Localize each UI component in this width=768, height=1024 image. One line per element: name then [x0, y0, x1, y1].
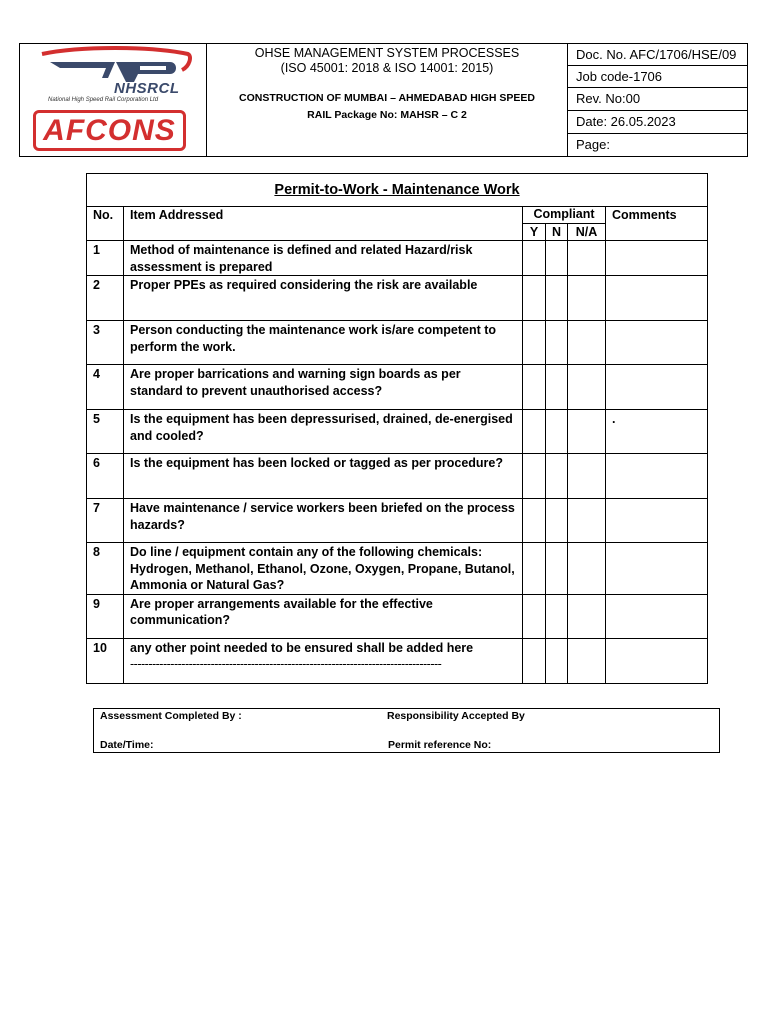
na-checkbox[interactable] — [568, 499, 606, 543]
na-checkbox[interactable] — [568, 410, 606, 454]
permit-reference-label[interactable]: Permit reference No: — [388, 739, 492, 751]
no-checkbox[interactable] — [546, 638, 568, 683]
row-item-text: Is the equipment has been depressurised, drained, de-energised and cooled? — [124, 410, 523, 454]
comment-field[interactable] — [606, 638, 708, 683]
row-number: 10 — [87, 638, 124, 683]
system-title: OHSE MANAGEMENT SYSTEM PROCESSES — [254, 46, 520, 60]
row-item-text: Are proper arrangements available for the effective communication? — [124, 594, 523, 638]
row-item-text: Proper PPEs as required considering the risk are available — [124, 276, 523, 321]
comment-field[interactable] — [606, 594, 708, 638]
na-checkbox[interactable] — [568, 594, 606, 638]
nhsrcl-logo-text: NHSRCL — [114, 80, 180, 97]
na-checkbox[interactable] — [568, 543, 606, 595]
na-checkbox[interactable] — [568, 276, 606, 321]
revision-number: Rev. No:00 — [568, 88, 747, 111]
na-checkbox[interactable] — [568, 241, 606, 276]
document-control-panel — [568, 44, 747, 156]
page-number: Page: — [576, 137, 610, 152]
yes-checkbox[interactable] — [523, 276, 546, 321]
column-header-no-option: N — [546, 224, 568, 241]
doc-number: Doc. No. AFC/1706/HSE/09 — [568, 44, 747, 66]
na-checkbox[interactable] — [568, 638, 606, 683]
document-header — [19, 43, 748, 157]
yes-checkbox[interactable] — [523, 321, 546, 365]
column-header-item: Item Addressed — [124, 207, 523, 241]
row-item-text: Person conducting the maintenance work is/are competent to perform the work. — [124, 321, 523, 365]
na-checkbox[interactable] — [568, 454, 606, 499]
checklist-row — [87, 321, 708, 365]
fill-in-line: ------------------------------------------------------------------------------------- — [130, 657, 442, 671]
yes-checkbox[interactable] — [523, 638, 546, 683]
comment-field[interactable] — [606, 241, 708, 276]
yes-checkbox[interactable] — [523, 410, 546, 454]
no-checkbox[interactable] — [546, 321, 568, 365]
row-item-text: Have maintenance / service workers been briefed on the process hazards? — [124, 499, 523, 543]
yes-checkbox[interactable] — [523, 241, 546, 276]
comment-field[interactable] — [606, 543, 708, 595]
nhsrcl-logo-subtext: National High Speed Rail Corporation Ltd — [48, 97, 159, 103]
checklist-row — [87, 241, 708, 276]
no-checkbox[interactable] — [546, 241, 568, 276]
row-number: 3 — [87, 321, 124, 365]
na-checkbox[interactable] — [568, 365, 606, 410]
row-number: 5 — [87, 410, 124, 454]
checklist-row — [87, 365, 708, 410]
row-number: 7 — [87, 499, 124, 543]
comment-field[interactable] — [606, 454, 708, 499]
checklist-row — [87, 543, 708, 595]
checklist-row — [87, 499, 708, 543]
yes-checkbox[interactable] — [523, 454, 546, 499]
job-code: Job code-1706 — [568, 66, 747, 88]
yes-checkbox[interactable] — [523, 543, 546, 595]
no-checkbox[interactable] — [546, 594, 568, 638]
row-item-cell — [124, 638, 523, 683]
comment-field[interactable] — [606, 499, 708, 543]
checklist-row — [87, 276, 708, 321]
yes-checkbox[interactable] — [523, 499, 546, 543]
column-header-compliant: Compliant — [523, 207, 606, 224]
comment-field[interactable] — [606, 365, 708, 410]
row-number: 1 — [87, 241, 124, 276]
logo-panel — [20, 44, 207, 156]
project-title-line2: RAIL Package No: MAHSR – C 2 — [307, 109, 467, 121]
no-checkbox[interactable] — [546, 410, 568, 454]
comment-field[interactable]: . — [606, 410, 708, 454]
row-item-text: any other point needed to be ensured shall be added here — [130, 640, 474, 655]
row-number: 9 — [87, 594, 124, 638]
document-date: Date: 26.05.2023 — [568, 111, 747, 134]
row-number: 8 — [87, 543, 124, 595]
responsibility-accepted-by-label[interactable]: Responsibility Accepted By — [387, 710, 525, 722]
checklist-row — [87, 454, 708, 499]
row-number: 4 — [87, 365, 124, 410]
header-title-panel — [207, 44, 568, 156]
column-header-na: N/A — [568, 224, 606, 241]
comment-field[interactable] — [606, 321, 708, 365]
column-header-yes: Y — [523, 224, 546, 241]
no-checkbox[interactable] — [546, 543, 568, 595]
checklist-title: Permit-to-Work - Maintenance Work — [87, 174, 708, 207]
checklist-row — [87, 594, 708, 638]
signoff-block — [93, 708, 720, 753]
afcons-logo-text: AFCONS — [43, 114, 176, 147]
project-title-line1: CONSTRUCTION OF MUMBAI – AHMEDABAD HIGH SPEED — [239, 92, 535, 104]
afcons-logo — [33, 110, 186, 151]
row-item-text: Are proper barrications and warning sign boards as per standard to prevent unauthorised access? — [124, 365, 523, 410]
row-number: 2 — [87, 276, 124, 321]
checklist-row — [87, 638, 708, 683]
assessment-completed-by-label[interactable]: Assessment Completed By : — [100, 710, 242, 722]
checklist-row — [87, 410, 708, 454]
comment-field[interactable] — [606, 276, 708, 321]
na-checkbox[interactable] — [568, 321, 606, 365]
no-checkbox[interactable] — [546, 454, 568, 499]
row-item-text: Method of maintenance is defined and related Hazard/risk assessment is prepared — [124, 241, 523, 276]
row-item-text: Is the equipment has been locked or tagged as per procedure? — [124, 454, 523, 499]
row-item-text: Do line / equipment contain any of the following chemicals: Hydrogen, Methanol, Ethanol, Ozone, Oxygen, Propane, Butanol, Ammonia or Natural Gas? — [124, 543, 523, 595]
system-iso: (ISO 45001: 2018 & ISO 14001: 2015) — [280, 61, 494, 75]
column-header-no: No. — [87, 207, 124, 241]
row-number: 6 — [87, 454, 124, 499]
no-checkbox[interactable] — [546, 365, 568, 410]
yes-checkbox[interactable] — [523, 365, 546, 410]
no-checkbox[interactable] — [546, 499, 568, 543]
permit-checklist-table — [86, 173, 708, 684]
no-checkbox[interactable] — [546, 276, 568, 321]
yes-checkbox[interactable] — [523, 594, 546, 638]
date-time-label[interactable]: Date/Time: — [100, 739, 154, 751]
column-header-comments: Comments — [606, 207, 708, 241]
